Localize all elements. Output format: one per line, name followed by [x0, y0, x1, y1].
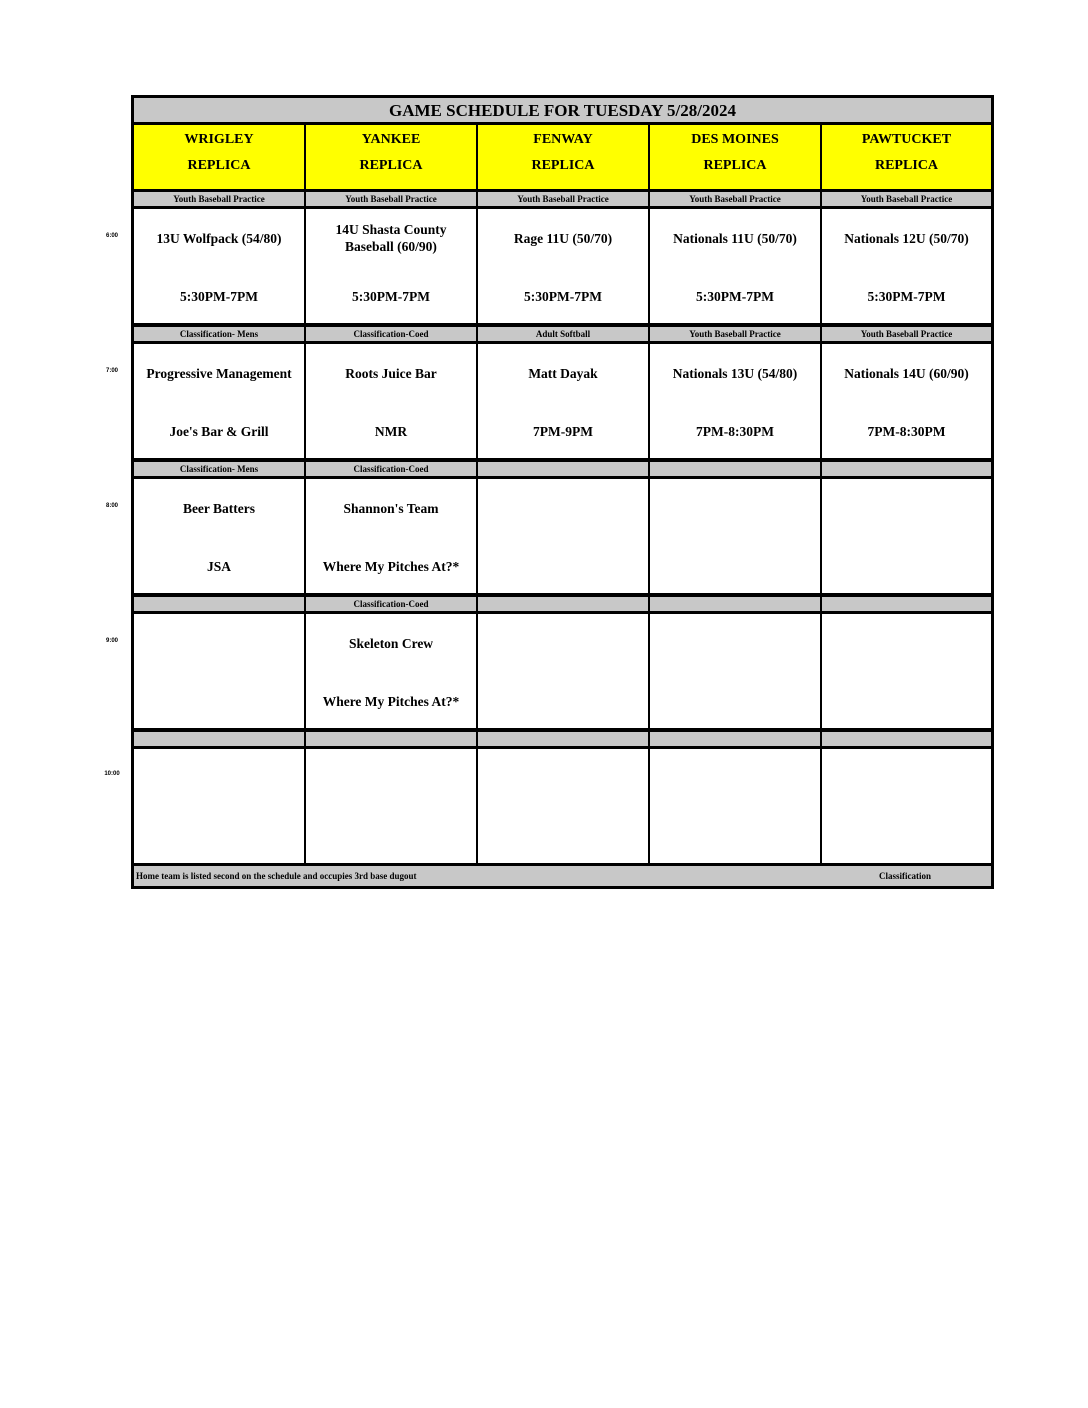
- game-cell: [134, 479, 304, 593]
- team-or-time: 5:30PM-7PM: [696, 288, 774, 304]
- game-cell: [134, 344, 304, 458]
- team-or-game: [654, 749, 816, 807]
- time-label: 10:00: [104, 771, 120, 777]
- team-or-time: [482, 672, 644, 730]
- team-or-game: 14U Shasta County Baseball (60/90): [335, 222, 447, 254]
- game-cell: [306, 209, 476, 323]
- time-label: 8:00: [105, 503, 118, 509]
- team-or-game: Matt Dayak: [528, 365, 598, 381]
- team-or-time: [482, 807, 644, 865]
- game-cell: [306, 749, 476, 863]
- field-header: [650, 125, 820, 189]
- classification-label: Youth Baseball Practice: [478, 192, 648, 206]
- classification-label: Youth Baseball Practice: [650, 327, 820, 341]
- classification-label: [134, 732, 304, 746]
- game-cell: [306, 614, 476, 728]
- team-or-time: Where My Pitches At?*: [322, 558, 460, 574]
- team-or-time: [138, 807, 300, 865]
- game-cell: [822, 614, 991, 728]
- field-name: PAWTUCKET: [861, 132, 952, 147]
- classification-label: [306, 732, 476, 746]
- team-or-game: Progressive Management: [146, 365, 292, 381]
- game-cell: [822, 209, 991, 323]
- field-header: [478, 125, 648, 189]
- classification-label: Classification-Coed: [306, 327, 476, 341]
- team-or-time: 5:30PM-7PM: [180, 288, 258, 304]
- team-or-game: Roots Juice Bar: [345, 365, 437, 381]
- game-cell: [822, 344, 991, 458]
- team-or-time: 7PM-8:30PM: [867, 423, 946, 439]
- game-cell: [650, 479, 820, 593]
- classification-label: [822, 462, 991, 476]
- classification-label: [478, 732, 648, 746]
- team-or-game: Skeleton Crew: [348, 635, 434, 651]
- classification-label: [478, 597, 648, 611]
- field-subtitle: REPLICA: [359, 158, 423, 173]
- team-or-game: [654, 479, 816, 537]
- classification-label: [650, 732, 820, 746]
- schedule-table: [131, 95, 994, 889]
- classification-label: [650, 462, 820, 476]
- team-or-time: [826, 672, 987, 730]
- field-name: FENWAY: [533, 132, 593, 147]
- team-or-game: [654, 614, 816, 672]
- team-or-time: NMR: [374, 423, 408, 439]
- game-cell: [478, 479, 648, 593]
- classification-label: Adult Softball: [478, 327, 648, 341]
- team-or-time: [654, 807, 816, 865]
- team-or-game: [826, 749, 987, 807]
- team-or-time: Joe's Bar & Grill: [169, 423, 269, 439]
- time-label: 6:00: [105, 233, 118, 239]
- game-cell: [134, 614, 304, 728]
- classification-label: Classification- Mens: [134, 327, 304, 341]
- game-cell: [650, 344, 820, 458]
- team-or-time: 5:30PM-7PM: [867, 288, 946, 304]
- team-or-time: [310, 807, 472, 865]
- game-cell: [478, 749, 648, 863]
- game-cell: [478, 614, 648, 728]
- classification-label: Youth Baseball Practice: [134, 192, 304, 206]
- team-or-game: Nationals 11U (50/70): [673, 230, 797, 246]
- field-subtitle: REPLICA: [531, 158, 595, 173]
- team-or-time: JSA: [206, 558, 231, 574]
- team-or-game: Nationals 12U (50/70): [844, 230, 969, 246]
- team-or-time: 7PM-8:30PM: [696, 423, 774, 439]
- field-subtitle: REPLICA: [187, 158, 251, 173]
- team-or-game: [826, 479, 987, 537]
- game-cell: [478, 344, 648, 458]
- classification-label: Classification- Mens: [134, 462, 304, 476]
- schedule-title: GAME SCHEDULE FOR TUESDAY 5/28/2024: [134, 98, 991, 122]
- team-or-game: [138, 749, 300, 807]
- game-cell: [134, 209, 304, 323]
- team-or-game: Rage 11U (50/70): [513, 230, 613, 246]
- team-or-time: [654, 537, 816, 595]
- team-or-game: Nationals 13U (54/80): [672, 365, 798, 381]
- field-header: [822, 125, 991, 189]
- classification-label: Youth Baseball Practice: [650, 192, 820, 206]
- classification-label: Classification-Coed: [306, 462, 476, 476]
- team-or-time: 5:30PM-7PM: [352, 288, 430, 304]
- game-cell: [134, 749, 304, 863]
- classification-label: Youth Baseball Practice: [306, 192, 476, 206]
- classification-label: [478, 462, 648, 476]
- team-or-game: [482, 749, 644, 807]
- team-or-game: 13U Wolfpack (54/80): [156, 230, 282, 246]
- field-name: YANKEE: [361, 132, 421, 147]
- team-or-game: [310, 749, 472, 807]
- classification-label: [822, 732, 991, 746]
- classification-label: Youth Baseball Practice: [822, 327, 991, 341]
- classification-label: [134, 597, 304, 611]
- team-or-time: [826, 537, 987, 595]
- team-or-time: 7PM-9PM: [533, 423, 593, 439]
- field-header: [306, 125, 476, 189]
- game-cell: [822, 479, 991, 593]
- classification-label: [822, 597, 991, 611]
- classification-label: [650, 597, 820, 611]
- team-or-time: Where My Pitches At?*: [322, 693, 460, 709]
- field-subtitle: REPLICA: [874, 158, 938, 173]
- team-or-time: [138, 672, 300, 730]
- field-header: [134, 125, 304, 189]
- classification-label: Classification-Coed: [306, 597, 476, 611]
- team-or-time: [654, 672, 816, 730]
- team-or-game: [138, 614, 300, 672]
- team-or-time: 5:30PM-7PM: [524, 288, 602, 304]
- footer-bar: [134, 866, 991, 886]
- time-label: 7:00: [105, 368, 118, 374]
- team-or-game: Shannon's Team: [343, 500, 439, 516]
- time-label: 9:00: [105, 638, 118, 644]
- team-or-game: [826, 614, 987, 672]
- team-or-time: [482, 537, 644, 595]
- game-cell: [306, 479, 476, 593]
- team-or-game: [482, 614, 644, 672]
- game-cell: [650, 614, 820, 728]
- game-cell: [650, 749, 820, 863]
- team-or-time: [826, 807, 987, 865]
- game-cell: [306, 344, 476, 458]
- game-cell: [478, 209, 648, 323]
- team-or-game: [482, 479, 644, 537]
- classification-label: Youth Baseball Practice: [822, 192, 991, 206]
- field-subtitle: REPLICA: [703, 158, 767, 173]
- field-name: WRIGLEY: [184, 132, 254, 147]
- game-cell: [650, 209, 820, 323]
- team-or-game: Beer Batters: [182, 500, 256, 516]
- team-or-game: Nationals 14U (60/90): [844, 365, 969, 381]
- footer-classification: Classification: [879, 871, 932, 881]
- field-name: DES MOINES: [691, 132, 779, 147]
- game-cell: [822, 749, 991, 863]
- home-team-note: Home team is listed second on the schedule and occupies 3rd base dugout: [136, 871, 417, 881]
